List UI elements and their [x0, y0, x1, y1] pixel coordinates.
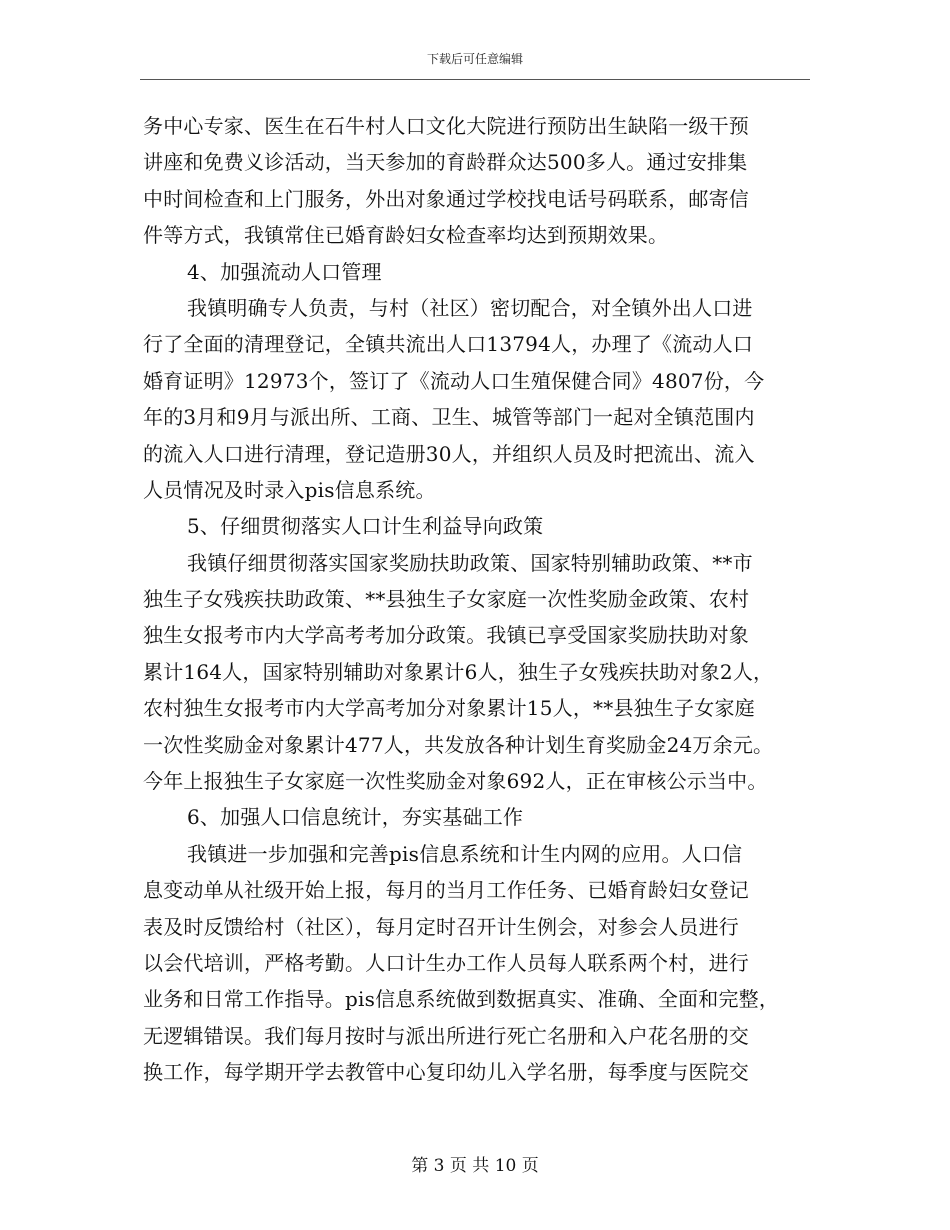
page-header: 下载后可任意编辑: [426, 52, 523, 66]
text-line: 我镇明确专人负责，与村（社区）密切配合，对全镇外出人口进: [187, 295, 753, 320]
text-line: 婚育证明》12973个，签订了《流动人口生殖保健合同》4807份，今: [143, 368, 765, 393]
text-line: 讲座和免费义诊活动，当天参加的育龄群众达500多人。通过安排集: [143, 150, 748, 175]
page-number-footer: 第 3 页 共 10 页: [411, 1156, 539, 1176]
text-line: 的流入人口进行清理，登记造册30人，并组织人员及时把流出、流入: [143, 441, 755, 466]
text-line: 表及时反馈给村（社区），每月定时召开计生例会，对参会人员进行: [143, 914, 739, 939]
text-line: 今年上报独生子女家庭一次性奖励金对象692人，正在审核公示当中。: [143, 769, 768, 794]
text-line: 我镇仔细贯彻落实国家奖励扶助政策、国家特别辅助政策、**市: [187, 550, 753, 575]
text-line: 人员情况及时录入pis信息系统。: [143, 477, 436, 502]
text-line: 业务和日常工作指导。pis信息系统做到数据真实、准确、全面和完整，: [143, 987, 780, 1012]
text-line: 无逻辑错误。我们每月按时与派出所进行死亡名册和入户花名册的交: [143, 1023, 749, 1048]
text-line: 件等方式，我镇常住已婚育龄妇女检查率均达到预期效果。: [143, 223, 669, 248]
text-line: 一次性奖励金对象累计477人，共发放各种计划生育奖励金24万余元。: [143, 732, 774, 757]
text-line: 农村独生女报考市内大学高考加分对象累计15人，**县独生子女家庭: [143, 696, 755, 721]
text-line: 独生女报考市内大学高考考加分政策。我镇已享受国家奖励扶助对象: [143, 623, 749, 648]
text-line: 务中心专家、医生在石牛村人口文化大院进行预防出生缺陷一级干预: [143, 114, 749, 138]
section-heading: 5、仔细贯彻落实人口计生利益导向政策: [187, 514, 544, 539]
text-line: 我镇进一步加强和完善pis信息系统和计生内网的应用。人口信: [187, 841, 743, 866]
text-line: 中时间检查和上门服务，外出对象通过学校找电话号码联系，邮寄信: [143, 186, 749, 211]
text-line: 累计164人，国家特别辅助对象累计6人，独生子女残疾扶助对象2人，: [143, 659, 774, 684]
text-line: 行了全面的清理登记，全镇共流出人口13794人，办理了《流动人口: [143, 332, 754, 357]
text-line: 年的3月和9月与派出所、工商、卫生、城管等部门一起对全镇范围内: [143, 405, 755, 430]
section-heading: 4、加强流动人口管理: [187, 259, 382, 284]
text-line: 独生子女残疾扶助政策、**县独生子女家庭一次性奖励金政策、农村: [143, 587, 750, 612]
header-divider: [140, 79, 810, 80]
text-line: 换工作，每学期开学去教管中心复印幼儿入学名册，每季度与医院交: [143, 1060, 749, 1085]
text-line: 以会代培训，严格考勤。人口计生办工作人员每人联系两个村，进行: [143, 950, 749, 975]
section-heading: 6、加强人口信息统计，夯实基础工作: [187, 805, 524, 830]
text-line: 息变动单从社级开始上报，每月的当月工作任务、已婚育龄妇女登记: [143, 878, 749, 903]
document-body: [143, 108, 828, 1091]
